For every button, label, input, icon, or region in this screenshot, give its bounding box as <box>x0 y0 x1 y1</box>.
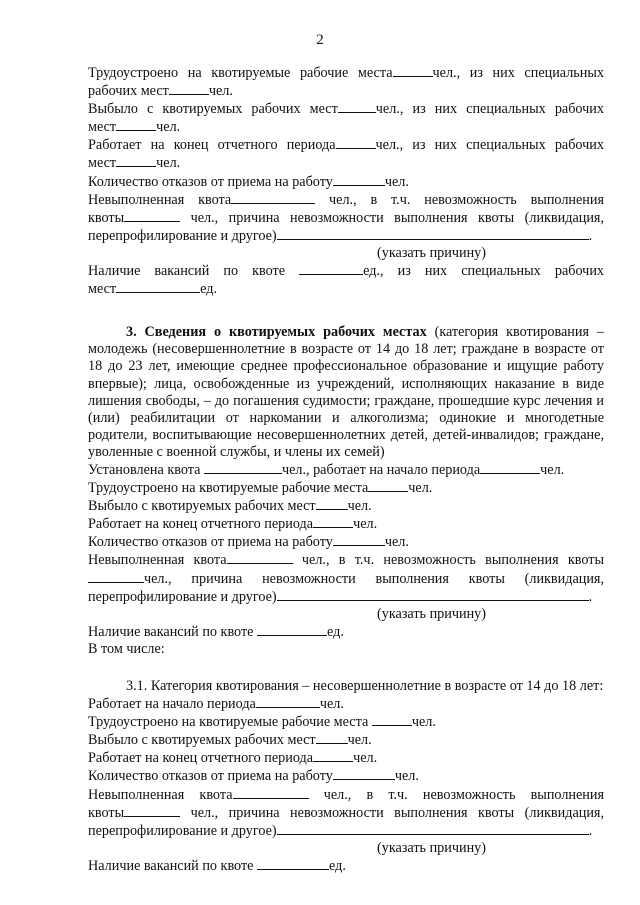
s3-reason-hint: (указать причину) <box>377 605 486 622</box>
blank-field[interactable] <box>233 786 309 799</box>
s3-quota-line: Установлена квота чел., работает на начало периода чел. <box>88 461 565 478</box>
s31-unfulfilled-other-line: перепрофилирование и другое) . <box>88 822 593 839</box>
employed-line: Трудоустроено на квотируемые рабочие места чел., из них специальных <box>88 65 604 81</box>
s31-start-line: Работает на начало периода чел. <box>88 696 344 713</box>
s3-refusals-line: Количество отказов от приема на работу чел. <box>88 534 409 551</box>
s3-working-line: Работает на конец отчетного периода чел. <box>88 516 378 533</box>
section3-description: (категория квотирования – молодежь (несовершеннолетние в возрасте от 14 до 18 лет; граждане в возрасте от 18 до 23 лет, имеющие среднее профессиональное образование и ищущие работу впервые); лица, освобожденные из учреждений, исполняющих наказание в виде лишения свободы, – до погашения судимости; граждане, прошедшие курс лечения и (или) реабилитации от наркомании и алкоголизма; одинокие и многодетные родители, воспитывающие несовершеннолетних детей, детей-инвалидов; граждане, уволенные с военной службы, и члены их семей) <box>88 324 604 460</box>
s3-unfulfilled-reason-line: чел., причина невозможности выполнения квоты (ликвидация, <box>88 570 604 588</box>
vacancies-line: Наличие вакансий по квоте ед., из них специальных рабочих <box>88 263 605 280</box>
blank-field[interactable] <box>299 262 363 275</box>
blank-field[interactable] <box>393 64 433 77</box>
section3-intro <box>88 324 604 461</box>
blank-field[interactable] <box>257 623 327 636</box>
blank-field[interactable] <box>88 570 144 583</box>
blank-field[interactable] <box>204 461 282 474</box>
s31-employed-line: Трудоустроено на квотируемые рабочие места чел. <box>88 714 436 731</box>
s3-left-line: Выбыло с квотируемых рабочих мест чел. <box>88 498 372 515</box>
blank-field[interactable] <box>316 497 348 510</box>
blank-field[interactable] <box>372 713 412 726</box>
s31-unfulfilled-reason-line: квоты чел., причина невозможности выполнения квоты (ликвидация, <box>88 804 604 821</box>
blank-field[interactable] <box>124 209 180 222</box>
blank-field[interactable] <box>313 749 353 762</box>
s3-employed-line: Трудоустроено на квотируемые рабочие места чел. <box>88 480 433 497</box>
blank-field[interactable] <box>480 461 540 474</box>
section3-heading: 3. Сведения о квотируемых рабочих местах <box>126 324 427 341</box>
blank-field[interactable] <box>116 118 156 131</box>
blank-field[interactable] <box>256 695 320 708</box>
s31-vacancies-line: Наличие вакансий по квоте ед. <box>88 857 346 874</box>
blank-field[interactable] <box>316 731 348 744</box>
blank-field[interactable] <box>338 100 376 113</box>
s31-left-line: Выбыло с квотируемых рабочих мест чел. <box>88 732 372 749</box>
vacancies-special-line: мест ед. <box>88 281 218 298</box>
blank-field[interactable] <box>169 82 209 95</box>
reason-field[interactable] <box>277 588 589 601</box>
document-body <box>88 64 604 875</box>
s3-vacancies-line: Наличие вакансий по квоте ед. <box>88 623 344 640</box>
blank-field[interactable] <box>231 191 315 204</box>
blank-field[interactable] <box>257 857 329 870</box>
working-line: Работает на конец отчетного периода чел., из них специальных рабочих <box>88 137 604 154</box>
blank-field[interactable] <box>124 804 180 817</box>
blank-field[interactable] <box>227 551 293 564</box>
refusals-line: Количество отказов от приема на работу чел. <box>88 173 409 190</box>
blank-field[interactable] <box>116 280 200 293</box>
s31-reason-hint: (указать причину) <box>377 839 486 856</box>
blank-field[interactable] <box>368 479 408 492</box>
s3-unfulfilled-line: Невыполненная квота чел., в т.ч. невозможность выполнения квоты <box>88 552 605 569</box>
blank-field[interactable] <box>333 767 395 780</box>
blank-field[interactable] <box>333 533 385 546</box>
s3-unfulfilled-other-line: перепрофилирование и другое) . <box>88 588 593 605</box>
blank-field[interactable] <box>313 515 353 528</box>
unfulfilled-line: Невыполненная квота чел., в т.ч. невозможность выполнения <box>88 191 605 208</box>
s31-working-line: Работает на конец отчетного периода чел. <box>88 750 378 767</box>
left-special-line: мест чел. <box>88 119 181 136</box>
reason-field[interactable] <box>277 227 589 240</box>
s31-refusals-line: Количество отказов от приема на работу чел. <box>88 768 419 785</box>
reason-hint: (указать причину) <box>377 244 486 261</box>
unfulfilled-other-line: перепрофилирование и другое) . <box>88 227 593 244</box>
unfulfilled-reason-line: квоты чел., причина невозможности выполнения квоты (ликвидация, <box>88 209 604 226</box>
blank-field[interactable] <box>116 154 156 167</box>
page-number: 2 <box>316 32 324 48</box>
left-line: Выбыло с квотируемых рабочих мест чел., из них специальных рабочих <box>88 101 604 118</box>
working-special-line: мест чел. <box>88 155 181 172</box>
s31-unfulfilled-line: Невыполненная квота чел., в т.ч. невозможность выполнения <box>88 786 605 803</box>
reason-field[interactable] <box>277 822 589 835</box>
employed-special-line: рабочих мест чел. <box>88 83 233 100</box>
blank-field[interactable] <box>336 136 376 149</box>
section31-heading: 3.1. Категория квотирования – несовершеннолетние в возрасте от 14 до 18 лет: <box>126 678 604 694</box>
s3-including: В том числе: <box>88 640 165 657</box>
blank-field[interactable] <box>333 173 385 186</box>
